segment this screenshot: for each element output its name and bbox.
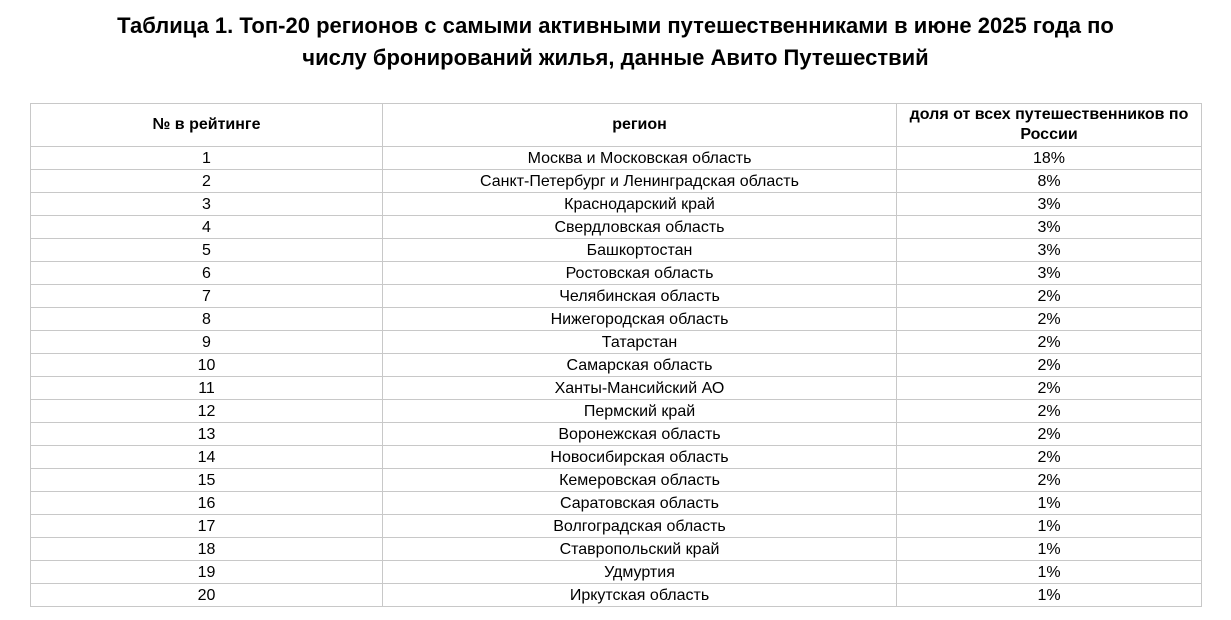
cell-rank: 7 (31, 285, 383, 308)
cell-rank: 13 (31, 423, 383, 446)
table-row (31, 561, 1202, 584)
cell-share: 3% (897, 239, 1202, 262)
cell-share: 2% (897, 423, 1202, 446)
table-row (31, 584, 1202, 607)
table-row (31, 400, 1202, 423)
cell-region: Челябинская область (383, 285, 897, 308)
table-row (31, 446, 1202, 469)
cell-rank: 20 (31, 584, 383, 607)
table-row (31, 216, 1202, 239)
cell-region: Ростовская область (383, 262, 897, 285)
cell-rank: 14 (31, 446, 383, 469)
cell-rank: 1 (31, 147, 383, 170)
table-row (31, 262, 1202, 285)
cell-region: Самарская область (383, 354, 897, 377)
cell-share: 1% (897, 515, 1202, 538)
cell-rank: 16 (31, 492, 383, 515)
cell-share: 2% (897, 354, 1202, 377)
cell-region: Татарстан (383, 331, 897, 354)
table-row (31, 538, 1202, 561)
cell-share: 2% (897, 446, 1202, 469)
cell-rank: 19 (31, 561, 383, 584)
cell-region: Свердловская область (383, 216, 897, 239)
cell-region: Ставропольский край (383, 538, 897, 561)
cell-rank: 6 (31, 262, 383, 285)
cell-share: 2% (897, 377, 1202, 400)
cell-rank: 5 (31, 239, 383, 262)
table-row (31, 492, 1202, 515)
table-row (31, 515, 1202, 538)
cell-rank: 10 (31, 354, 383, 377)
table-row (31, 193, 1202, 216)
table-row (31, 170, 1202, 193)
cell-region: Воронежская область (383, 423, 897, 446)
table-row (31, 377, 1202, 400)
cell-rank: 12 (31, 400, 383, 423)
cell-region: Москва и Московская область (383, 147, 897, 170)
table-row (31, 239, 1202, 262)
header-region: регион (383, 104, 897, 147)
table-row (31, 354, 1202, 377)
cell-region: Саратовская область (383, 492, 897, 515)
cell-rank: 11 (31, 377, 383, 400)
table-header-row (31, 104, 1202, 147)
cell-share: 2% (897, 331, 1202, 354)
table-row (31, 285, 1202, 308)
cell-share: 3% (897, 193, 1202, 216)
title-line-2: числу бронирований жилья, данные Авито Путешествий (302, 45, 929, 70)
cell-region: Башкортостан (383, 239, 897, 262)
cell-rank: 3 (31, 193, 383, 216)
cell-share: 1% (897, 492, 1202, 515)
cell-rank: 2 (31, 170, 383, 193)
cell-region: Удмуртия (383, 561, 897, 584)
cell-share: 2% (897, 285, 1202, 308)
header-rank: № в рейтинге (31, 104, 383, 147)
cell-region: Нижегородская область (383, 308, 897, 331)
cell-rank: 9 (31, 331, 383, 354)
table-row (31, 331, 1202, 354)
cell-share: 2% (897, 469, 1202, 492)
cell-share: 1% (897, 538, 1202, 561)
cell-rank: 8 (31, 308, 383, 331)
cell-region: Санкт-Петербург и Ленинградская область (383, 170, 897, 193)
page-title (0, 10, 1231, 74)
cell-share: 8% (897, 170, 1202, 193)
cell-region: Краснодарский край (383, 193, 897, 216)
cell-share: 1% (897, 584, 1202, 607)
cell-share: 2% (897, 400, 1202, 423)
cell-region: Иркутская область (383, 584, 897, 607)
cell-share: 3% (897, 216, 1202, 239)
cell-share: 3% (897, 262, 1202, 285)
cell-region: Пермский край (383, 400, 897, 423)
title-line-1: Таблица 1. Топ-20 регионов с самыми активными путешественниками в июне 2025 года по (117, 13, 1114, 38)
rating-table (30, 103, 1202, 607)
header-share: доля от всех путешественников по России (897, 104, 1202, 147)
cell-rank: 4 (31, 216, 383, 239)
cell-region: Ханты-Мансийский АО (383, 377, 897, 400)
table-row (31, 469, 1202, 492)
cell-region: Волгоградская область (383, 515, 897, 538)
table-row (31, 308, 1202, 331)
cell-rank: 17 (31, 515, 383, 538)
cell-rank: 18 (31, 538, 383, 561)
table-row (31, 147, 1202, 170)
cell-share: 2% (897, 308, 1202, 331)
cell-share: 18% (897, 147, 1202, 170)
cell-share: 1% (897, 561, 1202, 584)
table-row (31, 423, 1202, 446)
cell-region: Кемеровская область (383, 469, 897, 492)
cell-rank: 15 (31, 469, 383, 492)
cell-region: Новосибирская область (383, 446, 897, 469)
